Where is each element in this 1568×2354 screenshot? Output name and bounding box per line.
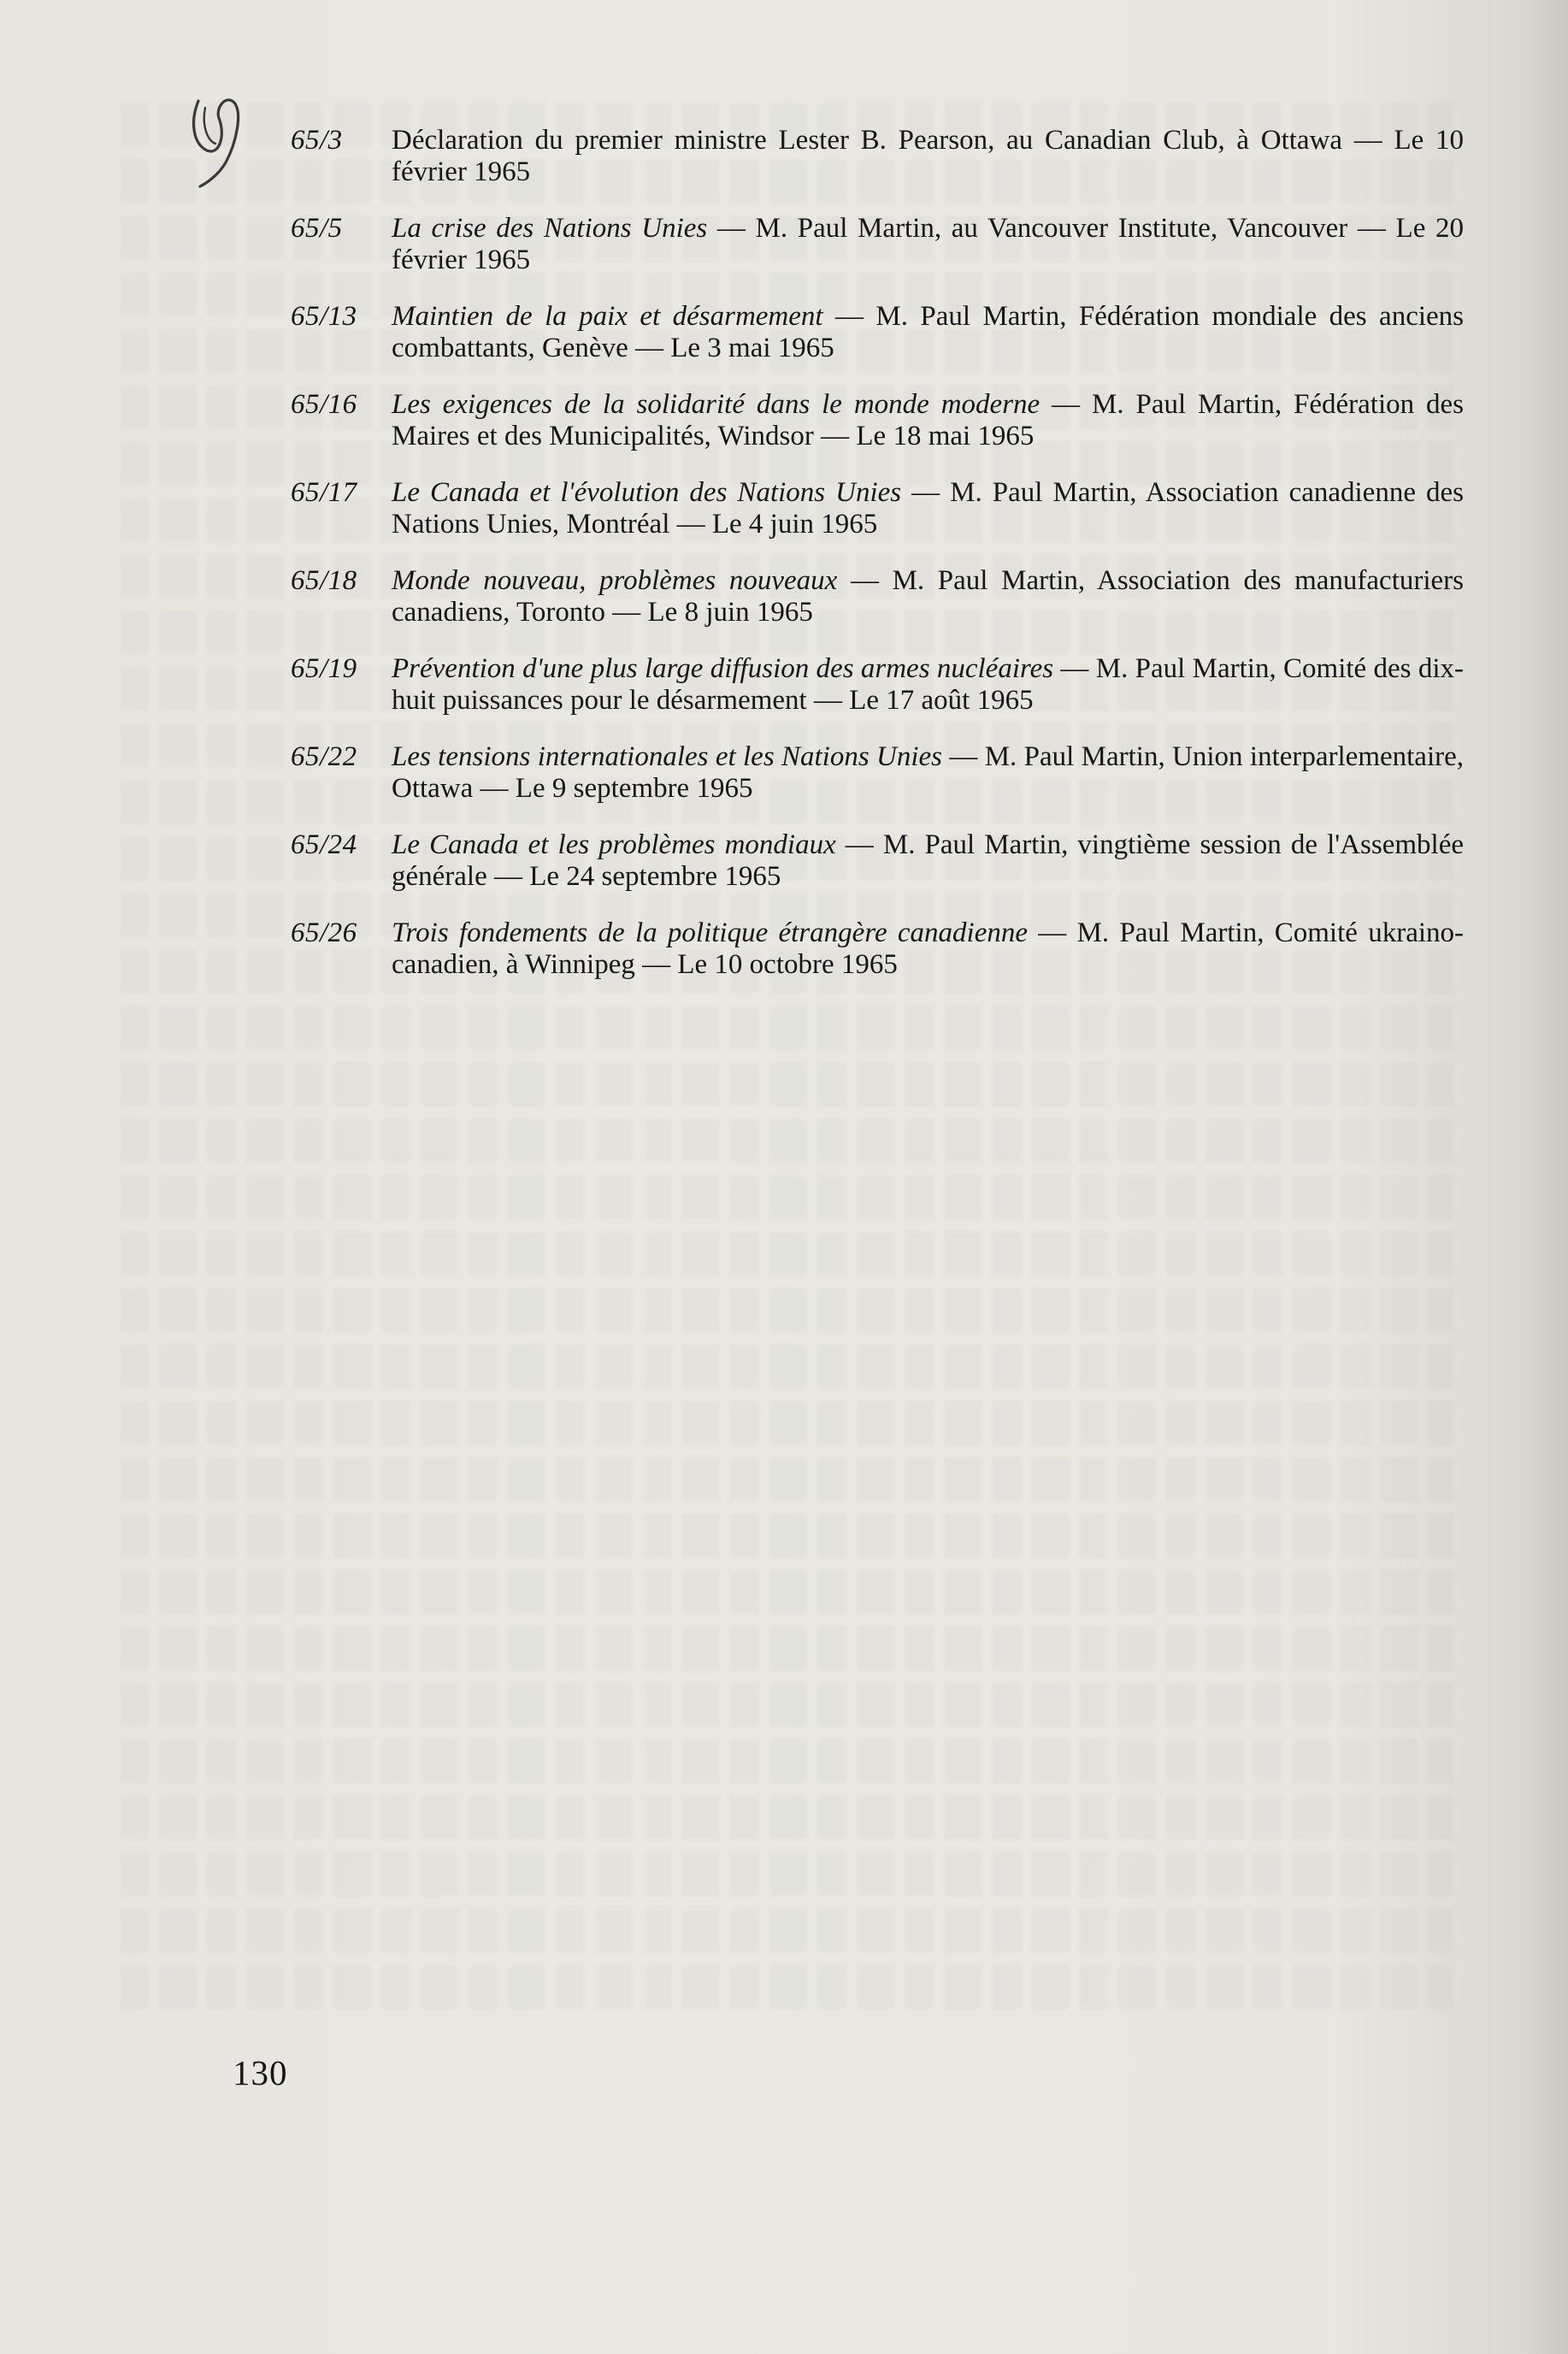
- statement-number: 65/3: [291, 125, 343, 156]
- statement-title: Trois fondements de la politique étrangère canadienne: [392, 917, 1028, 948]
- list-item: [291, 565, 1464, 628]
- statement-description: [392, 125, 1464, 188]
- statement-number: 65/26: [291, 917, 357, 948]
- list-item: [291, 741, 1464, 805]
- statement-details: — M. Paul Martin, Fédération des Maires et des Municipalités, Windsor — Le 18 mai 1965: [392, 389, 1465, 451]
- list-item: [291, 125, 1464, 188]
- statement-description: [392, 653, 1464, 717]
- list-item: [291, 829, 1464, 893]
- statement-title: Le Canada et l'évolution des Nations Unies: [392, 477, 902, 508]
- statement-description: [392, 389, 1464, 452]
- list-item: [291, 477, 1464, 540]
- statement-details: — M. Paul Martin, vingtième session de l'Assemblée générale — Le 24 septembre 1965: [392, 829, 1464, 892]
- statement-number: 65/24: [291, 829, 357, 860]
- statement-title: Prévention d'une plus large diffusion des armes nucléaires: [392, 653, 1054, 684]
- statement-title: La crise des Nations Unies: [392, 213, 708, 244]
- statement-number: 65/18: [291, 565, 357, 596]
- statement-number: 65/16: [291, 389, 357, 420]
- statement-details: — M. Paul Martin, Union interparlementaire, Ottawa — Le 9 septembre 1965: [392, 741, 1465, 804]
- statement-details: — M. Paul Martin, au Vancouver Institute, Vancouver — Le 20 février 1965: [392, 213, 1465, 275]
- statement-title: Les exigences de la solidarité dans le monde moderne: [392, 389, 1040, 420]
- statement-title: Maintien de la paix et désarmement: [392, 301, 823, 332]
- statement-description: [392, 301, 1464, 364]
- list-item: [291, 301, 1464, 364]
- statement-description: [392, 917, 1464, 981]
- statement-number: 65/22: [291, 741, 357, 772]
- statement-number: 65/19: [291, 653, 357, 684]
- statement-description: [392, 565, 1464, 628]
- statement-description: [392, 741, 1464, 805]
- statement-description: [392, 829, 1464, 893]
- statement-details: Déclaration du premier ministre Lester B. Pearson, au Canadian Club, à Ottawa — Le 10 février 1965: [392, 125, 1464, 187]
- list-item: [291, 389, 1464, 452]
- statement-description: [392, 213, 1464, 276]
- statement-title: Le Canada et les problèmes mondiaux: [392, 829, 836, 860]
- list-item: [291, 917, 1464, 981]
- statement-details: — M. Paul Martin, Association des manufacturiers canadiens, Toronto — Le 8 juin 1965: [392, 565, 1464, 628]
- statement-details: — M. Paul Martin, Comité des dix-huit puissances pour le désarmement — Le 17 août 1965: [392, 653, 1464, 716]
- statement-details: — M. Paul Martin, Fédération mondiale des anciens combattants, Genève — Le 3 mai 1965: [392, 301, 1465, 363]
- statement-details: — M. Paul Martin, Association canadienne des Nations Unies, Montréal — Le 4 juin 1965: [392, 477, 1464, 540]
- list-item: [291, 653, 1464, 717]
- list-item: [291, 213, 1464, 276]
- statement-description: [392, 477, 1464, 540]
- statement-number: 65/13: [291, 301, 357, 332]
- statement-title: Monde nouveau, problèmes nouveaux: [392, 565, 838, 596]
- statement-number: 65/5: [291, 213, 343, 244]
- statement-title: Les tensions internationales et les Nations Unies: [392, 741, 943, 772]
- statements-list: [291, 125, 1464, 1006]
- page-number: 130: [233, 2053, 288, 2092]
- statement-number: 65/17: [291, 477, 357, 508]
- statement-details: — M. Paul Martin, Comité ukraino-canadien, à Winnipeg — Le 10 octobre 1965: [392, 917, 1464, 980]
- handwritten-mark-icon: [181, 84, 258, 195]
